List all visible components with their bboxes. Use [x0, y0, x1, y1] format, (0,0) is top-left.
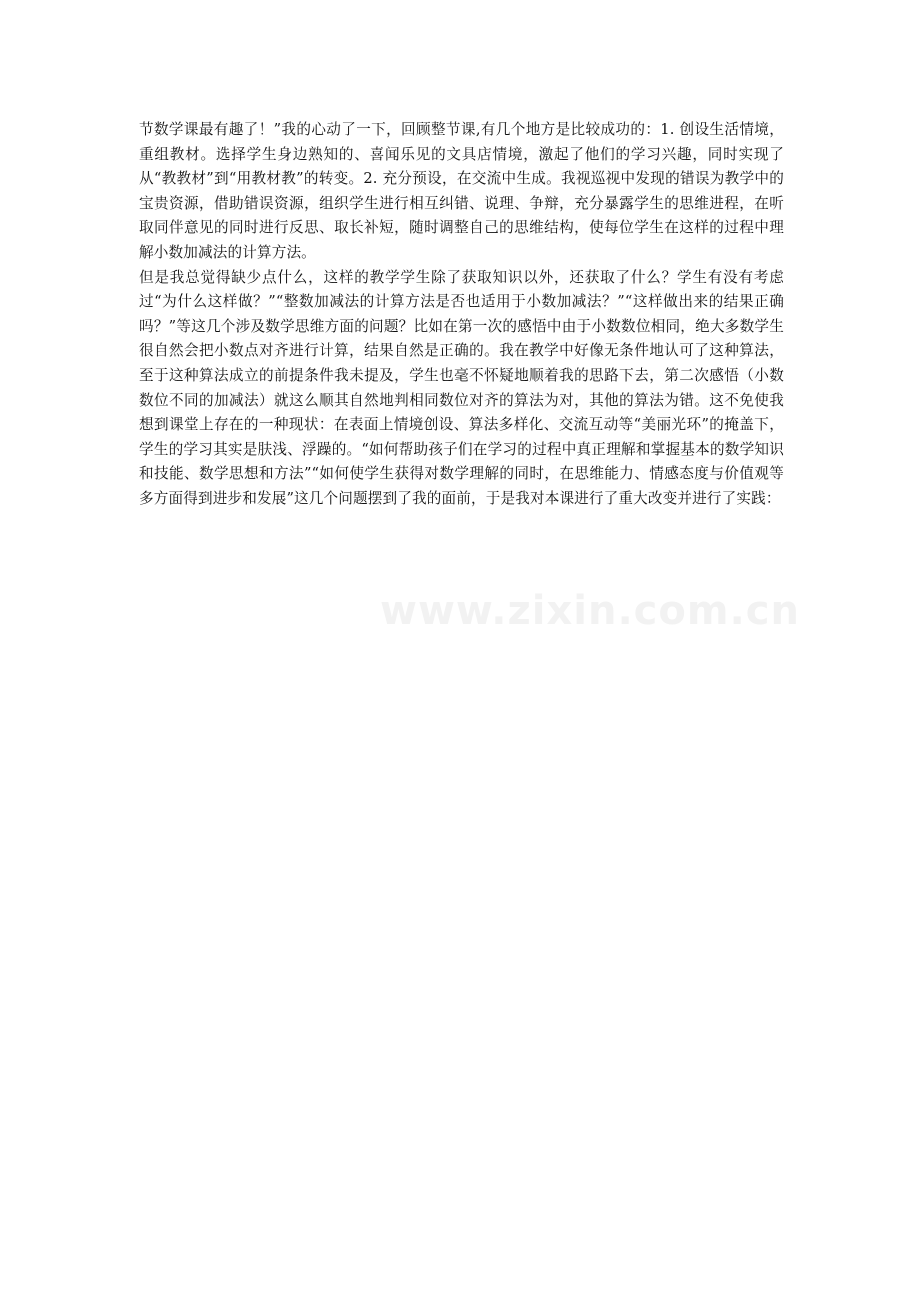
- paragraph-reflection-successes: 节数学课最有趣了！”我的心动了一下，回顾整节课,有几个地方是比较成功的：1. 创设生活情境，重组教材。选择学生身边熟知的、喜闻乐见的文具店情境，激起了他们的学习兴趣，同时实现了从“教教材”到“用教材教”的转变。2. 充分预设，在交流中生成。我视巡视中发现的错误为教学中的宝贵资源，借助错误资源，组织学生进行相互纠错、说理、争辩，充分暴露学生的思维进程，在听取同伴意见的同时进行反思、取长补短，随时调整自己的思维结构，使每位学生在这样的过程中理解小数加减法的计算方法。: [139, 121, 784, 261]
- paragraph-reflection-shortcomings: 但是我总觉得缺少点什么，这样的教学学生除了获取知识以外，还获取了什么？学生有没有考虑过“为什么这样做？”“整数加减法的计算方法是否也适用于小数加减法？”“这样做出来的结果正确吗？”等这几个涉及数学思维方面的问题？比如在第一次的感悟中由于小数数位相同，绝大多数学生很自然会把小数点对齐进行计算，结果自然是正确的。我在教学中好像无条件地认可了这种算法，至于这种算法成立的前提条件我未提及，学生也毫不怀疑地顺着我的思路下去，第二次感悟（小数数位不同的加减法）就这么顺其自然地判相同数位对齐的算法为对，其他的算法为错。这不免使我想到课堂上存在的一种现状：在表面上情境创设、算法多样化、交流互动等“美丽光环”的掩盖下，学生的学习其实是肤浅、浮躁的。“如何帮助孩子们在学习的过程中真正理解和掌握基本的数学知识和技能、数学思想和方法”“如何使学生获得对数学理解的同时，在思维能力、情感态度与价值观等多方面得到进步和发展”这几个问题摆到了我的面前，于是我对本课进行了重大改变并进行了实践：: [139, 268, 784, 507]
- document-body: [139, 118, 784, 512]
- watermark: www.zixin.com.cn: [380, 588, 800, 634]
